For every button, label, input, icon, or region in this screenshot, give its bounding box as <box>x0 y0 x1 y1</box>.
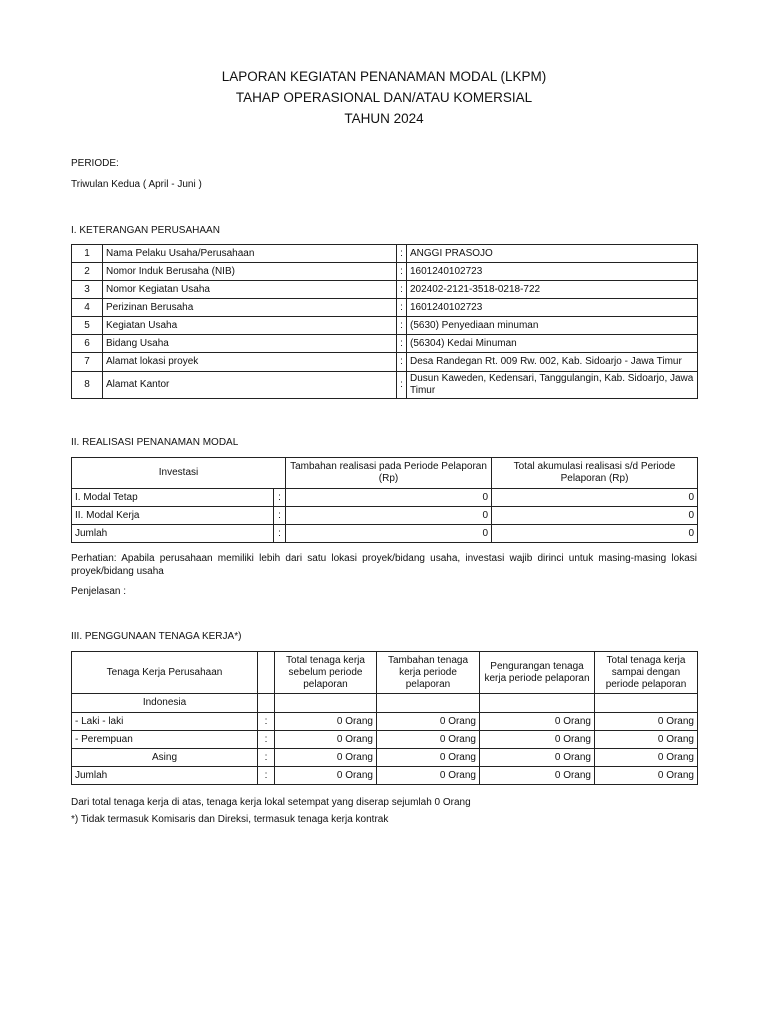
row-tambahan: 0 Orang <box>377 767 480 785</box>
row-number: 7 <box>72 353 103 372</box>
row-number: 4 <box>72 299 103 317</box>
row-value: Dusun Kaweden, Kedensari, Tanggulangin, Kab. Sidoarjo, Jawa Timur <box>407 372 698 399</box>
row-number: 1 <box>72 245 103 263</box>
header-total: Total akumulasi realisasi s/d Periode Pelaporan (Rp) <box>492 458 698 489</box>
row-sebelum: 0 Orang <box>275 749 377 767</box>
header-separator <box>258 652 275 694</box>
table-row <box>72 694 698 713</box>
table-row <box>72 713 698 731</box>
row-sebelum: 0 Orang <box>275 731 377 749</box>
header-pengurangan: Pengurangan tenaga kerja periode pelaporan <box>480 652 595 694</box>
empty-cell <box>258 694 275 713</box>
row-label: I. Modal Tetap <box>72 489 274 507</box>
table-header-row <box>72 458 698 489</box>
row-label: Nomor Kegiatan Usaha <box>103 281 397 299</box>
row-tambahan: 0 <box>286 507 492 525</box>
table-row <box>72 525 698 543</box>
row-label: Bidang Usaha <box>103 335 397 353</box>
investment-table <box>71 457 698 543</box>
row-total: 0 <box>492 525 698 543</box>
workforce-table <box>71 651 698 785</box>
header-tambahan: Tambahan tenaga kerja periode pelaporan <box>377 652 480 694</box>
table-row <box>72 731 698 749</box>
row-label: Nama Pelaku Usaha/Perusahaan <box>103 245 397 263</box>
table-row <box>72 489 698 507</box>
empty-cell <box>377 694 480 713</box>
penjelasan-label: Penjelasan : <box>71 586 127 597</box>
row-label: II. Modal Kerja <box>72 507 274 525</box>
header-investasi: Investasi <box>72 458 286 489</box>
header-sebelum: Total tenaga kerja sebelum periode pelaporan <box>275 652 377 694</box>
row-label: Nomor Induk Berusaha (NIB) <box>103 263 397 281</box>
row-separator: : <box>258 731 275 749</box>
table-row <box>72 245 698 263</box>
row-value: 1601240102723 <box>407 299 698 317</box>
row-separator: : <box>397 263 407 281</box>
table-row <box>72 767 698 785</box>
row-tambahan: 0 Orang <box>377 731 480 749</box>
table-row <box>72 317 698 335</box>
row-label: Alamat Kantor <box>103 372 397 399</box>
table-row <box>72 507 698 525</box>
row-number: 5 <box>72 317 103 335</box>
row-value: (56304) Kedai Minuman <box>407 335 698 353</box>
table-row <box>72 749 698 767</box>
empty-cell <box>480 694 595 713</box>
row-value: ANGGI PRASOJO <box>407 245 698 263</box>
row-pengurangan: 0 Orang <box>480 713 595 731</box>
report-title: LAPORAN KEGIATAN PENANAMAN MODAL (LKPM) <box>221 69 547 84</box>
report-subtitle: TAHAP OPERASIONAL DAN/ATAU KOMERSIAL <box>235 90 533 105</box>
row-separator: : <box>397 245 407 263</box>
row-sampai: 0 Orang <box>595 749 698 767</box>
table-row <box>72 263 698 281</box>
row-separator: : <box>274 489 286 507</box>
row-value: 1601240102723 <box>407 263 698 281</box>
row-sebelum: 0 Orang <box>275 767 377 785</box>
section2-title: II. REALISASI PENANAMAN MODAL <box>71 437 239 448</box>
row-number: 8 <box>72 372 103 399</box>
table-row <box>72 281 698 299</box>
row-separator: : <box>397 299 407 317</box>
row-value: 202402-2121-3518-0218-722 <box>407 281 698 299</box>
workforce-footnote: *) Tidak termasuk Komisaris dan Direksi, termasuk tenaga kerja kontrak <box>71 814 389 825</box>
empty-cell <box>275 694 377 713</box>
table-row <box>72 335 698 353</box>
company-info-table <box>71 244 698 399</box>
group-indonesia: Indonesia <box>72 694 258 713</box>
row-number: 3 <box>72 281 103 299</box>
empty-cell <box>595 694 698 713</box>
row-number: 2 <box>72 263 103 281</box>
row-sebelum: 0 Orang <box>275 713 377 731</box>
periode-value: Triwulan Kedua ( April - Juni ) <box>71 179 202 190</box>
row-separator: : <box>397 281 407 299</box>
row-value: (5630) Penyediaan minuman <box>407 317 698 335</box>
row-total: 0 <box>492 489 698 507</box>
row-separator: : <box>274 507 286 525</box>
row-label: Alamat lokasi proyek <box>103 353 397 372</box>
investment-note: Perhatian: Apabila perusahaan memiliki lebih dari satu lokasi proyek/bidang usaha, investasi wajib dirinci untuk masing-masing lokasi proyek/bidang usaha <box>71 553 697 577</box>
row-separator: : <box>258 749 275 767</box>
header-tenaga: Tenaga Kerja Perusahaan <box>72 652 258 694</box>
row-label: Kegiatan Usaha <box>103 317 397 335</box>
row-tambahan: 0 <box>286 489 492 507</box>
row-value: Desa Randegan Rt. 009 Rw. 002, Kab. Sidoarjo - Jawa Timur <box>407 353 698 372</box>
workforce-local-note: Dari total tenaga kerja di atas, tenaga kerja lokal setempat yang diserap sejumlah 0 Orang <box>71 797 471 808</box>
table-row <box>72 353 698 372</box>
report-year: TAHUN 2024 <box>344 111 424 126</box>
row-sampai: 0 Orang <box>595 713 698 731</box>
header-tambahan: Tambahan realisasi pada Periode Pelaporan (Rp) <box>286 458 492 489</box>
row-separator: : <box>397 372 407 399</box>
row-separator: : <box>258 713 275 731</box>
row-number: 6 <box>72 335 103 353</box>
row-label: Perizinan Berusaha <box>103 299 397 317</box>
row-sampai: 0 Orang <box>595 767 698 785</box>
row-tambahan: 0 <box>286 525 492 543</box>
table-row <box>72 372 698 399</box>
row-sampai: 0 Orang <box>595 731 698 749</box>
row-label: Jumlah <box>72 767 258 785</box>
row-separator: : <box>397 353 407 372</box>
section3-title: III. PENGGUNAAN TENAGA KERJA*) <box>71 631 242 642</box>
row-label: Asing <box>72 749 258 767</box>
row-separator: : <box>274 525 286 543</box>
row-label: - Perempuan <box>72 731 258 749</box>
row-separator: : <box>258 767 275 785</box>
row-pengurangan: 0 Orang <box>480 749 595 767</box>
row-label: Jumlah <box>72 525 274 543</box>
row-tambahan: 0 Orang <box>377 713 480 731</box>
table-header-row <box>72 652 698 694</box>
periode-label: PERIODE: <box>71 158 119 169</box>
row-separator: : <box>397 335 407 353</box>
section1-title: I. KETERANGAN PERUSAHAAN <box>71 225 220 236</box>
row-label: - Laki - laki <box>72 713 258 731</box>
row-pengurangan: 0 Orang <box>480 767 595 785</box>
row-separator: : <box>397 317 407 335</box>
row-total: 0 <box>492 507 698 525</box>
row-tambahan: 0 Orang <box>377 749 480 767</box>
row-pengurangan: 0 Orang <box>480 731 595 749</box>
header-sampai: Total tenaga kerja sampai dengan periode pelaporan <box>595 652 698 694</box>
table-row <box>72 299 698 317</box>
